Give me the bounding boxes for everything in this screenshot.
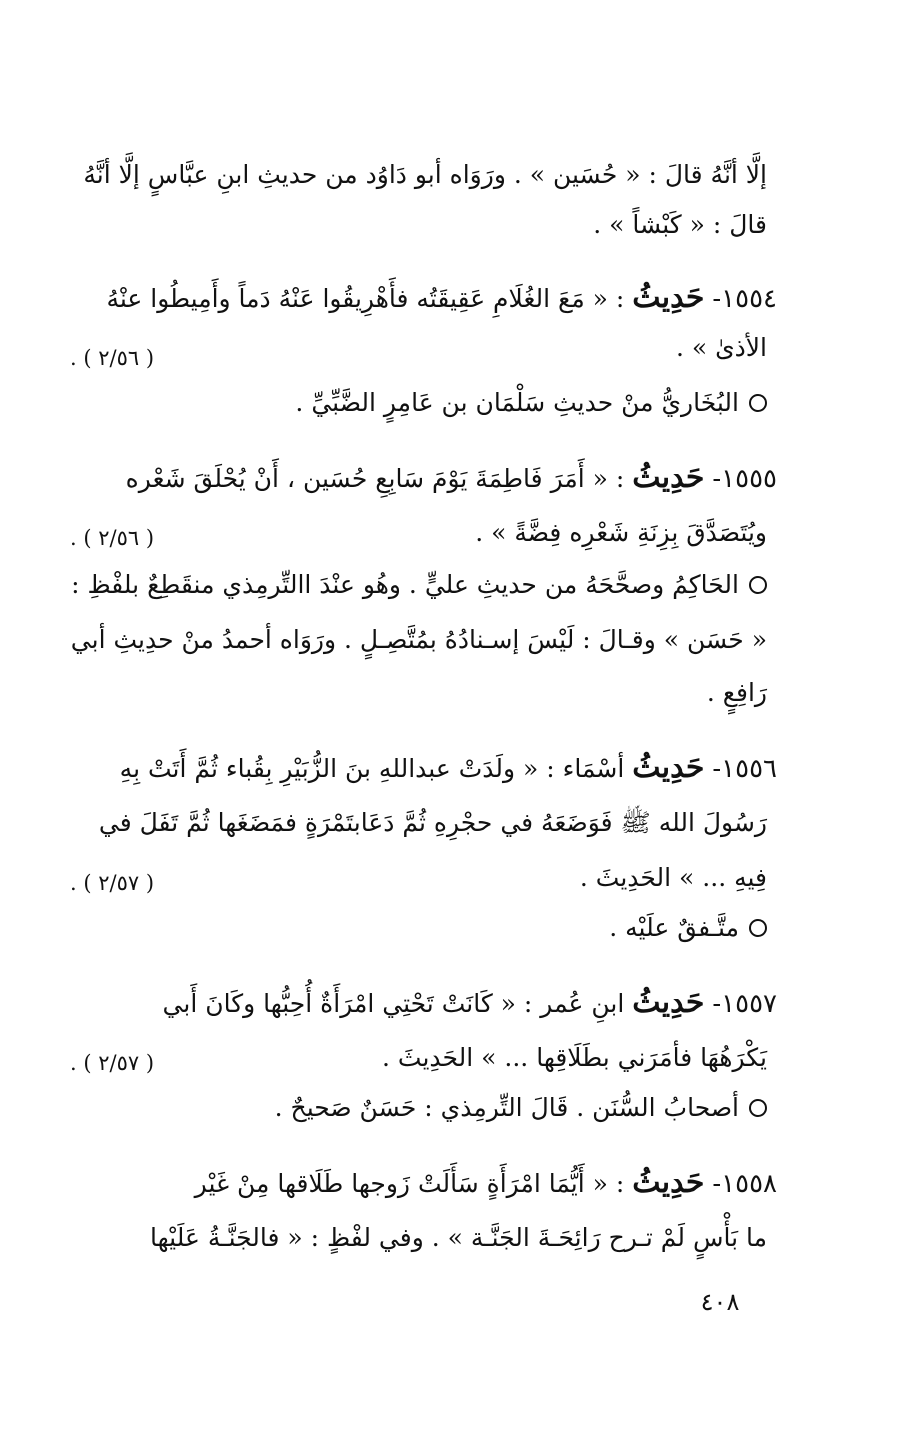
entry-number: ١٥٥٨- (712, 1169, 777, 1199)
circle-bullet-icon (749, 394, 767, 412)
entry-text-line: الأذىٰ » . (675, 333, 767, 362)
note-text: الحَاكِمُ وصحَّحَهُ من حديثِ عليٍّ . وهُو عنْدَ االتِّرمِذي منقَطِعٌ بلفْظِ : (71, 570, 739, 599)
note-line (70, 378, 767, 428)
note-line (70, 560, 767, 610)
hadith-entry-1555 (70, 453, 777, 504)
entry-text: أسْمَاء : « ولَدَتْ عبداللهِ بنَ الزُّبَيْرِ بِقُباء ثُمَّ أَتَتْ بِهِ (119, 754, 625, 783)
entry-text: : « أَيُّمَا امْرَأَةٍ سَأَلَتْ زَوجها طَلَاقها مِنْ غَيْر (194, 1169, 625, 1198)
entry-text-line: ما بَأْسٍ لَمْ تـرح رَائِحَـةَ الجَنَّـة » . وفي لفْظٍ : « فالجَنَّـةُ عَلَيْها (150, 1223, 767, 1252)
hadith-entry-1558 (70, 1158, 777, 1209)
intro-line: إلَّا أنَّهُ قالَ : « حُسَين » . ورَوَاه أبو دَاوُد من حديثِ ابنِ عبَّاسٍ إلَّا أنَّهُ (83, 160, 767, 189)
entry-number: ١٥٥٤- (712, 284, 777, 314)
hadith-entry-1557 (70, 978, 777, 1029)
source-reference: ( ٢/٥٦ ) . (70, 346, 155, 370)
entry-keyword: حَدِيثُ (632, 1165, 705, 1200)
entry-text: ابنِ عُمر : « كَانَتْ تَحْتِي امْرَأَةٌ أُحِبُّها وكَانَ أَبي (162, 989, 625, 1018)
note-line (70, 1083, 767, 1133)
page-number: ٤٠٨ (700, 1288, 740, 1316)
entry-text-line: يَكْرَهُهَا فأمَرَني بطَلَاقِها ... » الحَدِيثَ . (382, 1043, 767, 1072)
entry-text-line: فِيهِ ... » الحَدِيثَ . (579, 863, 767, 892)
entry-text-line: ويُتَصَدَّقَ بِزِنَةِ شَعْرِه فِضَّةً » . (475, 518, 767, 547)
note-text: أصحابُ السُّنَن . قَالَ التِّرمِذي : حَسَنٌ صَحيحٌ . (274, 1093, 739, 1122)
source-reference: ( ٢/٥٦ ) . (70, 526, 155, 550)
note-line (70, 903, 767, 953)
hadith-entry-1554 (70, 273, 777, 324)
note-line: رَافِعٍ . (706, 678, 767, 707)
entry-keyword: حَدِيثُ (632, 985, 705, 1020)
note-line: « حَسَن » وقـالَ : لَيْسَ إسـنادُهُ بمُتَّصِـلٍ . ورَوَاه أحمدُ منْ حدِيثِ أبي (70, 625, 767, 654)
intro-line: قالَ : « كَبْشاً » . (593, 210, 767, 239)
entry-number: ١٥٥٦- (712, 754, 777, 784)
entry-text: : « أَمَرَ فَاطِمَةَ يَوْمَ سَابِعِ حُسَين ، أَنْ يُحْلَقَ شَعْره (125, 464, 625, 493)
note-text: متَّـفقٌ علَيْه . (609, 913, 739, 942)
circle-bullet-icon (749, 1099, 767, 1117)
note-text: البُخَاريُّ منْ حديثِ سَلْمَان بن عَامِرٍ الضَّبِّيِّ . (295, 388, 739, 417)
entry-keyword: حَدِيثُ (632, 280, 705, 315)
entry-keyword: حَدِيثُ (632, 460, 705, 495)
hadith-entry-1556 (70, 743, 777, 794)
entry-keyword: حَدِيثُ (632, 750, 705, 785)
entry-text: : « مَعَ الغُلَامِ عَقِيقَتُه فأَهْرِيقُوا عَنْهُ دَماً وأَمِيطُوا عنْهُ (106, 284, 625, 313)
source-reference: ( ٢/٥٧ ) . (70, 871, 155, 895)
circle-bullet-icon (749, 919, 767, 937)
entry-number: ١٥٥٥- (712, 464, 777, 494)
circle-bullet-icon (749, 576, 767, 594)
entry-text-line: رَسُولَ الله ﷺ فَوَضَعَهُ في حجْرِهِ ثُمَّ دَعَابتَمْرَةٍ فمَضَغَها ثُمَّ تَفَلَ في (98, 808, 767, 837)
source-reference: ( ٢/٥٧ ) . (70, 1051, 155, 1075)
entry-number: ١٥٥٧- (712, 989, 777, 1019)
